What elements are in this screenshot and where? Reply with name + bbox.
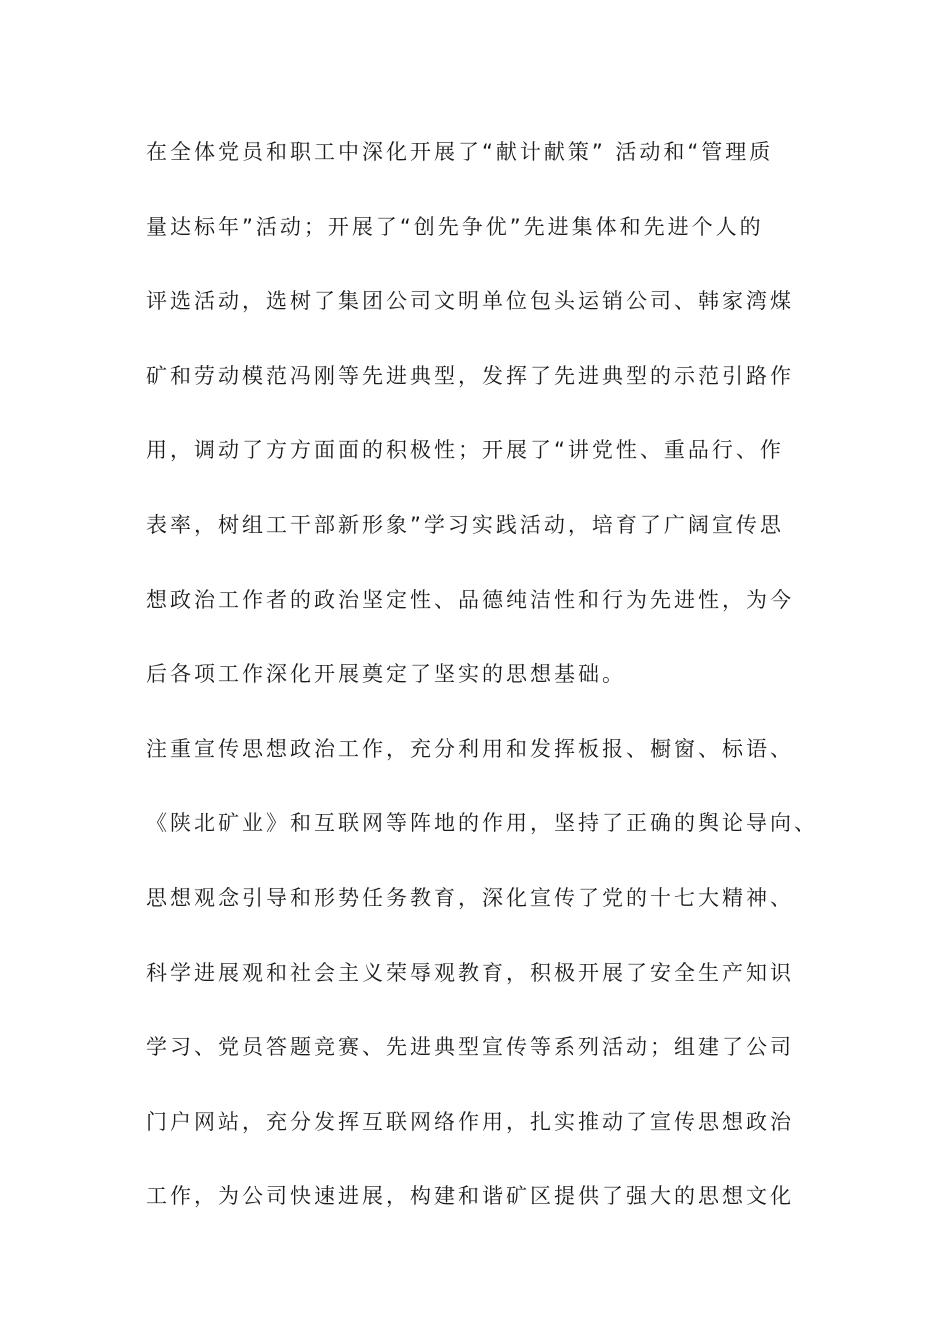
- text-line: 想政治工作者的政治坚定性、品德纯洁性和行为先进性，为今: [146, 587, 794, 612]
- text-line: 评选活动，选树了集团公司文明单位包头运销公司、韩家湾煤: [146, 289, 794, 314]
- text-line: 学习、党员答题竞赛、先进典型宣传等系列活动；组建了公司: [146, 1035, 794, 1060]
- text-line: 矿和劳动模范冯刚等先进典型，发挥了先进典型的示范引路作: [146, 363, 794, 388]
- text-line: 表率，树组工干部新形象”学习实践活动，培育了广阔宣传思: [146, 512, 784, 537]
- text-line: 量达标年”活动；开展了“创先争优”先进集体和先进个人的: [146, 214, 764, 239]
- text-line: 用，调动了方方面面的积极性；开展了“讲党性、重品行、作: [146, 438, 784, 463]
- text-line: 工作，为公司快速进展，构建和谐矿区提供了强大的思想文化: [146, 1184, 794, 1209]
- text-line: 门户网站，充分发挥互联网络作用，扎实推动了宣传思想政治: [146, 1109, 794, 1134]
- text-line: 注重宣传思想政治工作，充分利用和发挥板报、橱窗、标语、: [146, 736, 794, 761]
- text-line: 思想观念引导和形势任务教育，深化宣传了党的十七大精神、: [146, 885, 794, 910]
- body-text: [146, 128, 826, 1247]
- text-line: 后各项工作深化开展奠定了坚实的思想基础。: [146, 662, 626, 687]
- text-line: 在全体党员和职工中深化开展了“献计献策” 活动和“管理质: [146, 140, 774, 164]
- text-line: 科学进展观和社会主义荣辱观教育，积极开展了安全生产知识: [146, 960, 794, 985]
- text-line: 《陕北矿业》和互联网等阵地的作用，坚持了正确的舆论导向、: [146, 811, 818, 836]
